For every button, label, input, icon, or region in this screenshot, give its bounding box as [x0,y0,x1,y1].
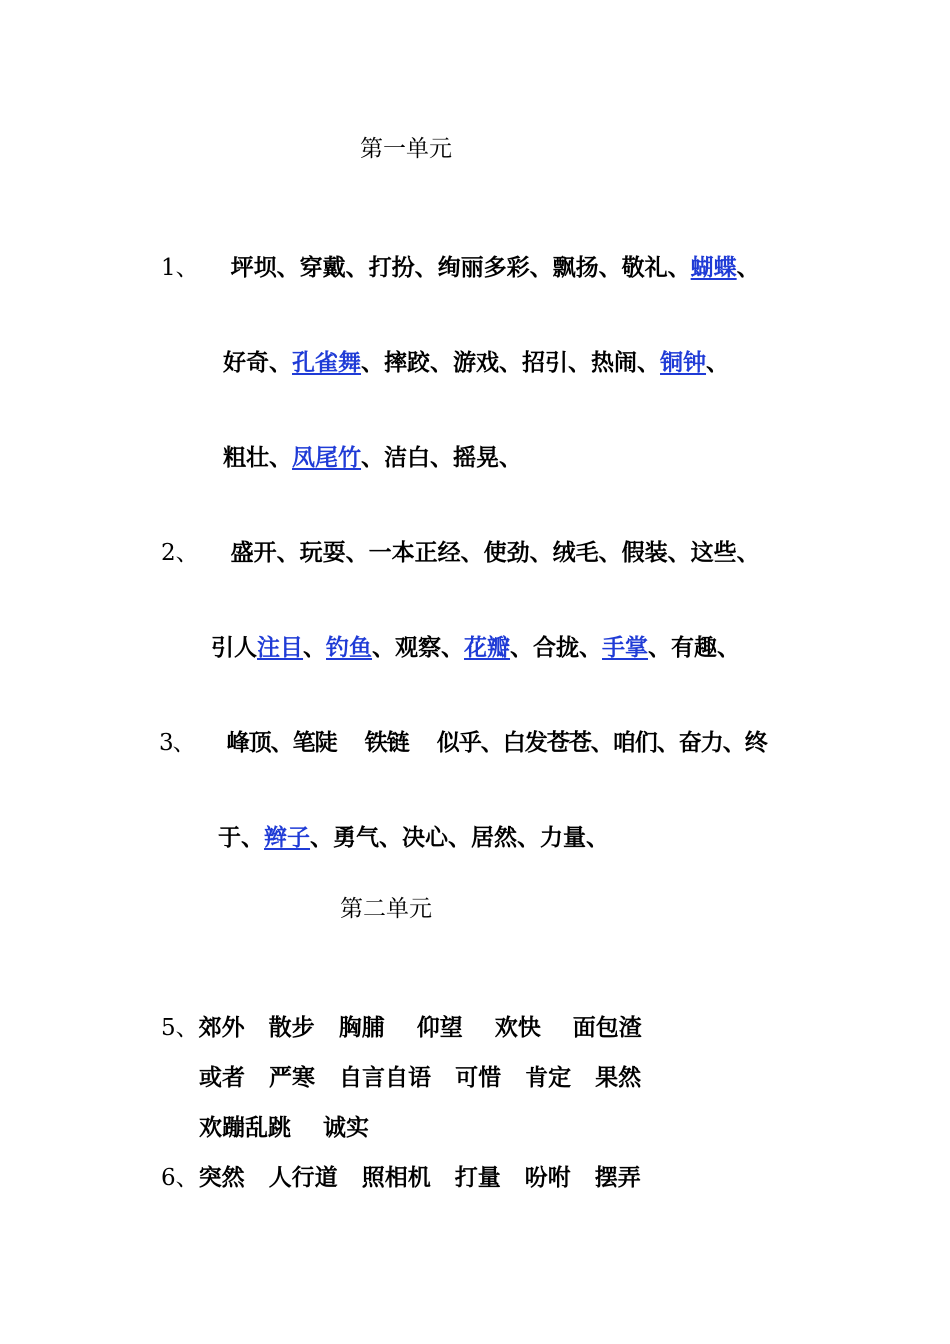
link-huaban[interactable]: 花瓣 [464,634,511,661]
item2-line2-text-a: 引人 [211,634,258,661]
link-bianzi[interactable]: 辫子 [264,824,311,851]
item1-line3 [207,423,522,469]
item5-number: 5、 [161,1015,199,1041]
unit1-title: 第一单元 [360,136,452,162]
item3-number: 3、 [159,730,195,756]
link-fengweizhu[interactable]: 凤尾竹 [292,444,362,471]
link-diaoyu[interactable]: 钓鱼 [326,634,373,661]
item3-line2 [202,803,609,849]
item1-line1-text: 坪坝、穿戴、打扮、绚丽多彩、飘扬、敬礼、 [230,254,691,281]
item5-line2 [183,1043,641,1089]
item6-number: 6、 [161,1165,199,1191]
item2-line2 [195,613,740,659]
item1-line2-text-c: 、 [706,349,730,376]
item5-line1-text: 郊外 散步 胸脯 仰望 欢快 面包渣 [198,1014,642,1041]
item1-line2-text-b: 、摔跤、游戏、招引、热闹、 [361,349,661,376]
item1-line2 [207,328,729,374]
item2-line2-text-b: 、 [303,634,327,661]
item1-line1-tail: 、 [736,254,760,281]
item1-line1 [145,233,760,280]
item5-line2-text: 或者 严寒 自言自语 可惜 肯定 果然 [199,1064,642,1091]
item3-line1-text: 峰顶、笔陡 铁链 似乎、白发苍苍、咱们、奋力、终 [226,729,767,756]
item2-number: 2、 [161,540,199,566]
item5-line3-text: 欢蹦乱跳 诚实 [199,1114,370,1141]
link-shouzhang[interactable]: 手掌 [602,634,649,661]
item3-line2-text-b: 、勇气、决心、居然、力量、 [310,824,610,851]
item3-line2-text-a: 于、 [218,824,265,851]
link-hudie[interactable]: 蝴蝶 [690,254,737,281]
link-kongquewu[interactable]: 孔雀舞 [292,349,362,376]
item6-line1-text: 突然 人行道 照相机 打量 吩咐 摆弄 [198,1164,641,1191]
item1-number: 1、 [161,255,199,281]
item1-line2-text-a: 好奇、 [223,349,293,376]
item2-line2-text-d: 、合拢、 [510,634,603,661]
link-zhumu[interactable]: 注目 [257,634,304,661]
item2-line1-text: 盛开、玩耍、一本正经、使劲、绒毛、假装、这些、 [230,539,760,566]
item1-line3-text-a: 粗壮、 [223,444,293,471]
link-tongzhong[interactable]: 铜钟 [660,349,707,376]
item5-line1 [145,993,642,1040]
item1-line3-text-b: 、洁白、摇晃、 [361,444,523,471]
item3-line1 [145,708,767,755]
item2-line2-text-e: 、有趣、 [648,634,741,661]
item6-line1 [145,1143,641,1190]
unit2-title: 第二单元 [340,896,432,922]
item2-line1 [145,518,760,565]
item2-line2-text-c: 、观察、 [372,634,465,661]
item5-line3 [183,1093,369,1139]
